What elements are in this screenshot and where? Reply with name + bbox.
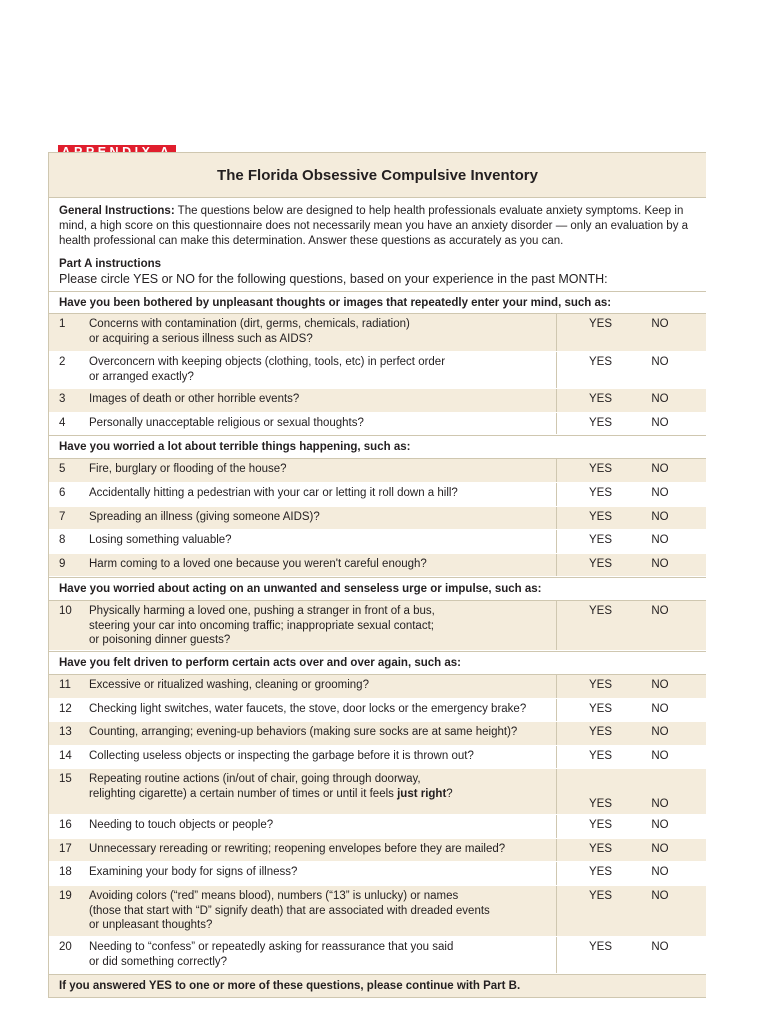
question-text-segment: or poisoning dinner guests? bbox=[89, 634, 231, 646]
yes-option[interactable]: YES bbox=[588, 356, 612, 368]
question-row bbox=[49, 699, 706, 722]
yes-option[interactable]: YES bbox=[588, 487, 612, 499]
question-text-line bbox=[89, 510, 556, 525]
yes-option[interactable]: YES bbox=[588, 605, 612, 617]
yes-option[interactable]: YES bbox=[588, 703, 612, 715]
question-row bbox=[49, 413, 706, 435]
no-option[interactable]: NO bbox=[651, 318, 669, 330]
question-number: 13 bbox=[59, 726, 72, 738]
question-text bbox=[89, 413, 557, 434]
question-number: 20 bbox=[59, 941, 72, 953]
question-number: 10 bbox=[59, 605, 72, 617]
question-text-line bbox=[89, 702, 556, 717]
question-text-segment: Unnecessary rereading or rewriting; reopening envelopes before they are mailed? bbox=[89, 843, 506, 855]
no-option[interactable]: NO bbox=[651, 726, 669, 738]
question-text bbox=[89, 722, 557, 745]
no-option[interactable]: NO bbox=[651, 463, 669, 475]
question-text-line bbox=[89, 787, 556, 802]
question-text-line bbox=[89, 317, 556, 332]
question-number: 5 bbox=[59, 463, 66, 475]
no-option[interactable]: NO bbox=[651, 356, 669, 368]
no-option[interactable]: NO bbox=[651, 511, 669, 523]
question-number: 17 bbox=[59, 843, 72, 855]
question-text bbox=[89, 530, 557, 553]
no-option[interactable]: NO bbox=[651, 487, 669, 499]
no-option[interactable]: NO bbox=[651, 703, 669, 715]
instructions-block bbox=[49, 198, 706, 291]
question-text-segment: or did something correctly? bbox=[89, 955, 228, 968]
question-number: 16 bbox=[59, 819, 72, 831]
question-sections bbox=[49, 291, 706, 974]
yes-option[interactable]: YES bbox=[588, 797, 612, 810]
part-a-title: Part A instructions bbox=[59, 258, 162, 270]
question-number: 12 bbox=[59, 703, 72, 715]
question-text-segment: Needing to touch objects or people? bbox=[89, 819, 274, 831]
question-text-segment: Physically harming a loved one, pushing a stranger in front of a bus, bbox=[89, 605, 435, 617]
question-text-line bbox=[89, 462, 556, 477]
section-header: Have you worried a lot about terrible things happening, such as: bbox=[49, 435, 706, 459]
question-text-segment: Losing something valuable? bbox=[89, 534, 232, 546]
question-row bbox=[49, 675, 706, 699]
general-instructions bbox=[59, 204, 696, 249]
yes-option[interactable]: YES bbox=[588, 318, 612, 330]
yes-option[interactable]: YES bbox=[588, 511, 612, 523]
question-row bbox=[49, 886, 706, 937]
question-text-segment: Repeating routine actions (in/out of chair, going through doorway, bbox=[89, 773, 421, 785]
yes-option[interactable]: YES bbox=[588, 393, 612, 405]
question-row bbox=[49, 746, 706, 769]
question-text bbox=[89, 815, 557, 838]
question-row bbox=[49, 530, 706, 554]
question-text-segment: Images of death or other horrible events? bbox=[89, 393, 300, 405]
question-row bbox=[49, 314, 706, 352]
question-text-segment: relighting cigarette) a certain number of times or until it feels bbox=[89, 787, 394, 800]
question-text-line bbox=[89, 332, 556, 347]
question-text-line bbox=[89, 955, 556, 970]
section-header: Have you worried about acting on an unwanted and senseless urge or impulse, such as: bbox=[49, 577, 706, 601]
question-number: 1 bbox=[59, 318, 66, 330]
general-instructions-label: General Instructions: bbox=[59, 205, 175, 217]
no-option[interactable]: NO bbox=[651, 941, 669, 953]
question-number: 15 bbox=[59, 773, 72, 785]
question-text-line bbox=[89, 604, 556, 619]
question-text-segment: Collecting useless objects or inspecting the garbage before it is thrown out? bbox=[89, 750, 474, 762]
question-number: 11 bbox=[59, 679, 71, 691]
yes-option[interactable]: YES bbox=[588, 941, 612, 953]
question-text-segment: steering your car into oncoming traffic; inappropriate sexual contact; bbox=[89, 619, 434, 632]
no-option[interactable]: NO bbox=[651, 819, 669, 831]
question-text-line bbox=[89, 619, 556, 634]
question-text-line bbox=[89, 392, 556, 407]
question-row bbox=[49, 483, 706, 507]
question-text bbox=[89, 699, 557, 721]
yes-option[interactable]: YES bbox=[588, 866, 612, 878]
question-text-segment: Fire, burglary or flooding of the house? bbox=[89, 463, 287, 475]
question-number: 8 bbox=[59, 534, 66, 546]
no-option[interactable]: NO bbox=[651, 750, 669, 762]
question-text bbox=[89, 769, 557, 814]
question-text-line bbox=[89, 370, 556, 385]
question-text-segment: (those that start with “D” signify death) that are associated with dreaded events bbox=[89, 904, 490, 917]
yes-option[interactable]: YES bbox=[588, 819, 612, 831]
question-row bbox=[49, 937, 706, 974]
question-text-tail: ? bbox=[446, 787, 453, 800]
question-text bbox=[89, 389, 557, 412]
no-option[interactable]: NO bbox=[651, 417, 669, 429]
form-footer: If you answered YES to one or more of these questions, please continue with Part B. bbox=[49, 974, 706, 998]
yes-option[interactable]: YES bbox=[588, 890, 612, 902]
question-text-segment: Excessive or ritualized washing, cleaning or grooming? bbox=[89, 679, 369, 691]
question-text bbox=[89, 862, 557, 885]
question-text-line bbox=[89, 633, 556, 648]
question-text-line bbox=[89, 842, 556, 857]
question-text-line bbox=[89, 416, 556, 431]
yes-option[interactable]: YES bbox=[588, 417, 612, 429]
question-text-line bbox=[89, 533, 556, 548]
no-option[interactable]: NO bbox=[651, 797, 669, 810]
question-row bbox=[49, 839, 706, 862]
question-text-line bbox=[89, 940, 556, 955]
question-text-segment: Harm coming to a loved one because you weren't careful enough? bbox=[89, 558, 427, 570]
no-option[interactable]: NO bbox=[651, 605, 669, 617]
question-number: 7 bbox=[59, 511, 66, 523]
yes-option[interactable]: YES bbox=[588, 679, 612, 691]
question-text bbox=[89, 886, 557, 936]
question-text-line bbox=[89, 557, 556, 572]
question-text bbox=[89, 459, 557, 482]
question-text-line bbox=[89, 918, 556, 933]
question-row bbox=[49, 554, 706, 577]
question-text bbox=[89, 839, 557, 861]
question-text-segment: Accidentally hitting a pedestrian with your car or letting it roll down a hill? bbox=[89, 487, 458, 499]
question-text-line bbox=[89, 678, 556, 693]
question-text bbox=[89, 483, 557, 506]
question-text bbox=[89, 352, 557, 388]
question-text-line bbox=[89, 865, 556, 880]
no-option[interactable]: NO bbox=[651, 890, 669, 902]
question-text-line bbox=[89, 749, 556, 764]
question-text-line bbox=[89, 889, 556, 904]
question-text-segment: Concerns with contamination (dirt, germs, chemicals, radiation) bbox=[89, 318, 410, 330]
yes-option[interactable]: YES bbox=[588, 843, 612, 855]
question-text-segment: Personally unacceptable religious or sexual thoughts? bbox=[89, 417, 364, 429]
question-row bbox=[49, 722, 706, 746]
question-number: 4 bbox=[59, 417, 66, 429]
question-text-segment: Counting, arranging; evening-up behaviors (making sure socks are at same height)? bbox=[89, 726, 518, 738]
form-title: The Florida Obsessive Compulsive Inventory bbox=[49, 152, 706, 198]
no-option[interactable]: NO bbox=[651, 393, 669, 405]
question-number: 9 bbox=[59, 558, 66, 570]
question-row bbox=[49, 769, 706, 815]
question-row bbox=[49, 862, 706, 886]
question-number: 6 bbox=[59, 487, 66, 499]
question-row bbox=[49, 459, 706, 483]
question-text-segment: Needing to “confess” or repeatedly asking for reassurance that you said bbox=[89, 941, 454, 953]
general-instructions-text: The questions below are designed to help health professionals evaluate anxiety symptoms. Keep in mind, a high score on this questionnaire does not necessarily mean you have an anxiety disorder — only an evaluation by a health professional can make this determination. Answer these questions as accurately as you can. bbox=[59, 205, 689, 247]
no-option[interactable]: NO bbox=[651, 679, 669, 691]
no-option[interactable]: NO bbox=[651, 534, 669, 546]
question-emphasis: just right bbox=[397, 787, 447, 800]
no-option[interactable]: NO bbox=[651, 843, 669, 855]
section-header: Have you been bothered by unpleasant thoughts or images that repeatedly enter your mind, such as: bbox=[49, 291, 706, 314]
question-text bbox=[89, 601, 557, 650]
question-number: 3 bbox=[59, 393, 66, 405]
question-text-segment: Overconcern with keeping objects (clothing, tools, etc) in perfect order bbox=[89, 356, 446, 368]
no-option[interactable]: NO bbox=[651, 558, 669, 570]
question-text-line bbox=[89, 904, 556, 919]
question-row bbox=[49, 507, 706, 530]
question-text-line bbox=[89, 355, 556, 370]
yes-option[interactable]: YES bbox=[588, 750, 612, 762]
question-text bbox=[89, 746, 557, 768]
question-number: 18 bbox=[59, 866, 72, 878]
question-text bbox=[89, 675, 557, 698]
question-text-line bbox=[89, 725, 556, 740]
question-text bbox=[89, 554, 557, 576]
question-text-segment: or unpleasant thoughts? bbox=[89, 919, 213, 931]
question-row bbox=[49, 601, 706, 651]
question-text-segment: Spreading an illness (giving someone AIDS)? bbox=[89, 511, 320, 523]
section-header: Have you felt driven to perform certain acts over and over again, such as: bbox=[49, 651, 706, 675]
part-a-text: Please circle YES or NO for the following questions, based on your experience in the past MONTH: bbox=[59, 272, 608, 286]
no-option[interactable]: NO bbox=[651, 866, 669, 878]
yes-option[interactable]: YES bbox=[588, 726, 612, 738]
question-number: 14 bbox=[59, 750, 72, 762]
question-text-segment: Checking light switches, water faucets, the stove, door locks or the emergency brake? bbox=[89, 703, 527, 715]
question-text bbox=[89, 507, 557, 529]
question-text-line bbox=[89, 772, 556, 787]
question-text-segment: Examining your body for signs of illness? bbox=[89, 866, 298, 878]
yes-option[interactable]: YES bbox=[588, 558, 612, 570]
yes-option[interactable]: YES bbox=[588, 463, 612, 475]
question-row bbox=[49, 389, 706, 413]
question-text bbox=[89, 937, 557, 973]
question-number: 2 bbox=[59, 356, 66, 368]
question-number: 19 bbox=[59, 890, 72, 902]
yes-option[interactable]: YES bbox=[588, 534, 612, 546]
question-text-segment: Avoiding colors (“red” means blood), numbers (“13” is unlucky) or names bbox=[89, 890, 459, 902]
question-row bbox=[49, 352, 706, 389]
question-text-segment: or arranged exactly? bbox=[89, 370, 194, 383]
inventory-form bbox=[48, 152, 706, 998]
question-text-line bbox=[89, 818, 556, 833]
question-text bbox=[89, 314, 557, 351]
question-text-segment: or acquiring a serious illness such as AIDS? bbox=[89, 332, 313, 345]
question-row bbox=[49, 815, 706, 839]
question-text-line bbox=[89, 486, 556, 501]
